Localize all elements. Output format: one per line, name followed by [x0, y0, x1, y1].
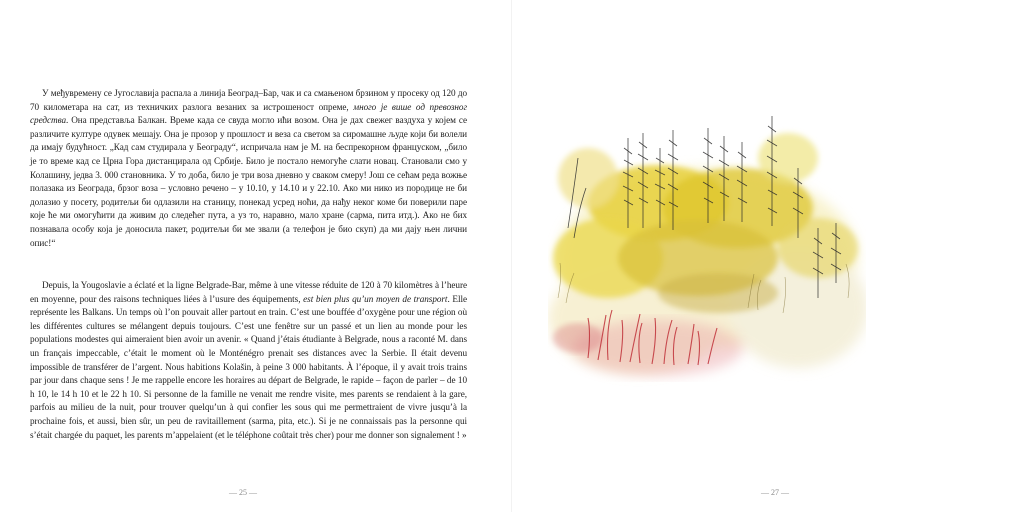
serbian-text-part1: У међувремену се Југославија распала а линија Београд–Бар, чак и са смањеном брзином у просеку од 120 до 70 километара на сат, из техничких разлога везаних за истрошеност опреме,	[30, 88, 467, 112]
serbian-text-part2: . Она представља Балкан. Време када се свуда могло ићи возом. Она је дах свежег ваздуха у којем се различите културе одувек мешају. Она је прозор у прошлост и веза са светом за сиромашне људе који би волели да имају будућност. „Кад сам студирала у Београду“, испричала нам је М. на беспрекорном француском, „било је то време кад се Црна Гора дистанцирала од Србије. Било је постало немогуће слати новац. Становали смо у Колашину, једва 3. 000 становника. У то доба, било је три воза дневно у сваком смеру! Још се сећам реда вожње полазака из Београда, брзог воза – условно речено – у 10.10, у 14.10 и у 22.10. Ако ми нико из породице не би долазио у посету, родитељи би одлазили на станицу, понекад усред ноћи, да нађу неког коме би поверили паре које ће ми омогућити да живим до следећег пута, а уз то, наравно, мало хране (сарма, пита итд.). Ако не бих познавала особу која је доносила пакет, родитељи би ме звали (а телефон је био скуп) да ми дају њен лични опис!“	[30, 115, 467, 248]
page-number-left: — 25 —	[229, 488, 257, 497]
right-page	[512, 0, 1024, 512]
page-number-right: — 27 —	[761, 488, 789, 497]
serbian-emphasis: много је више од превозног средства	[30, 101, 467, 126]
french-emphasis: est bien plus qu’un moyen de transport	[303, 293, 448, 304]
french-text-part1: Depuis, la Yougoslavie a éclaté et la ligne Belgrade-Bar, même à une vitesse réduite de 120 à 70 kilomètres à l’heure en moyenne, pour des raisons techniques liées à l’usure des équipements,	[30, 280, 467, 304]
french-text-part2: . Elle représente les Balkans. Un temps où l’on pouvait aller partout en train. C’est une bouffée d’oxygène pour une région où les différentes cultures se mélangent depuis toujours. C’est une fenêtre sur un passé et un lien au monde pour les populations modestes qui aimeraient bien avoir un avenir. « Quand j’étais étudiante à Belgrade, nous a raconté M. dans un français impeccable, c’était le moment où le Monténégro prenait ses distances avec la Serbie. Il était devenu impossible de transférer de l’argent. Nous habitions Kolašin, à peine 3 000 habitants. À l’époque, il y avait trois trains par jour dans chaque sens ! Je me rappelle encore les horaires au départ de Belgrade, le rapide – façon de parler – de 10 h 10, le 14 h 10 et le 22 h 10. Si personne de la famille ne venait me rendre visite, mes parents se rendaient à la gare, parfois au milieu de la nuit, pour trouver quelqu’un à qui confier les sous qui me permettraient de vivre jusqu’à la prochaine fois, et aussi, bien sûr, un peu de ravitaillement (sarma, pita, etc.). Si je ne connaissais pas la personne qui s’était chargée du paquet, les parents m’appelaient (et le téléphone coûtait très cher) pour me donner son signalement ! »	[30, 293, 468, 440]
french-paragraph	[30, 279, 467, 442]
watercolor-landscape-illustration	[548, 108, 866, 404]
serbian-paragraph	[30, 87, 467, 250]
